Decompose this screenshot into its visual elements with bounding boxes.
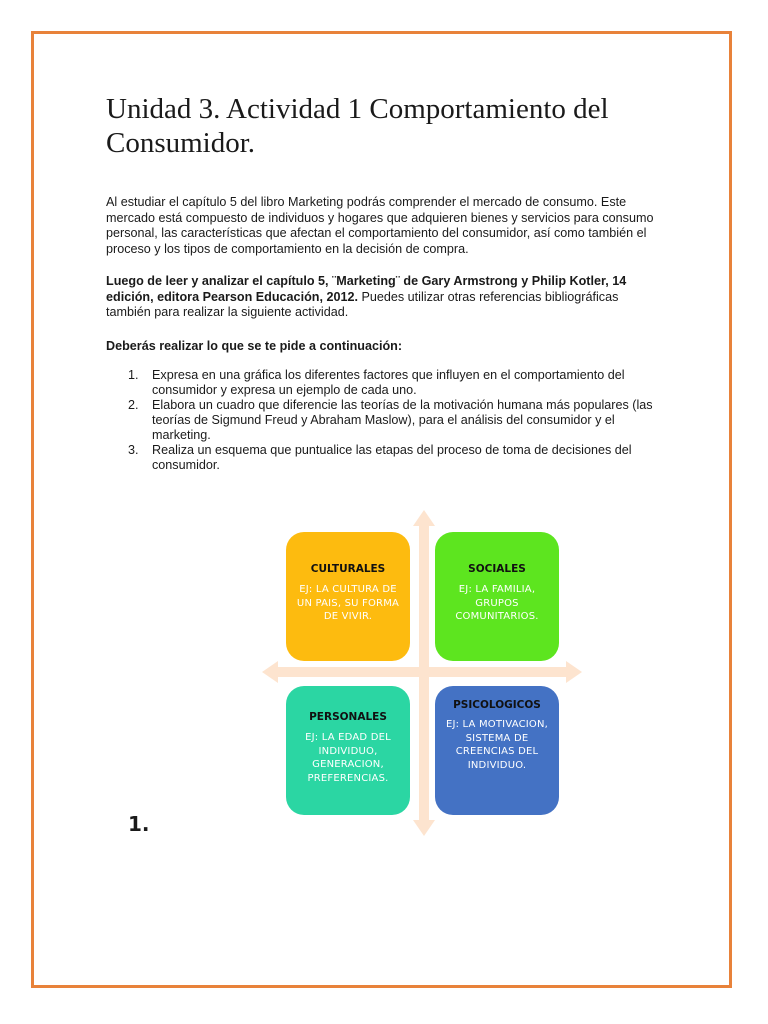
box-heading: PERSONALES — [309, 711, 387, 723]
box-text: EJ: LA CULTURA DE UN PAIS, SU FORMA DE VIVIR. — [296, 584, 400, 622]
task-heading: Deberás realizar lo que se te pide a continuación: — [106, 339, 403, 353]
list-item-number: 2. — [128, 398, 139, 412]
psicologicos-box — [435, 686, 559, 815]
instruction-paragraph — [106, 274, 666, 321]
list-item-text: Expresa en una gráfica los diferentes factores que influyen en el comportamiento del consumidor y expresa un ejemplo de cada uno. — [152, 368, 625, 397]
instruction-text: Puedes utilizar otras referencias bibliográficas también para realizar la siguiente actividad. — [106, 289, 619, 320]
box-text: EJ: LA EDAD DEL INDIVIDUO, GENERACION, PREFERENCIAS. — [305, 732, 391, 784]
page-title: Unidad 3. Actividad 1 Comportamiento del Consumidor. — [106, 93, 609, 159]
figure-number: 1. — [128, 812, 150, 836]
box-heading: SOCIALES — [468, 563, 526, 575]
factors-diagram — [262, 510, 582, 836]
personales-box — [286, 686, 410, 815]
list-item-number: 3. — [128, 443, 139, 457]
instruction-bold-text: Luego de leer y analizar el capítulo 5, ¨Marketing¨ de Gary Armstrong y Philip Kotler, 14 edición, editora Pearson Educación, 2012. — [106, 274, 627, 304]
list-item — [106, 398, 661, 443]
intro-paragraph: Al estudiar el capítulo 5 del libro Marketing podrás comprender el mercado de consumo. Este mercado está compuesto de individuos y hogares que adquieren bienes y servicios para consumo personal, las características que afectan el comportamiento del consumidor, así como también el proceso y los tipos de comportamiento en la decisión de compra. — [106, 195, 654, 256]
list-item-text: Elabora un cuadro que diferencie las teorías de la motivación humana más populares (las teorías de Sigmund Freud y Abraham Maslow), para el análisis del consumidor y el marketing. — [152, 398, 653, 442]
task-list — [106, 368, 661, 473]
box-text: EJ: LA MOTIVACION, SISTEMA DE CREENCIAS DEL INDIVIDUO. — [445, 719, 549, 771]
list-item-text: Realiza un esquema que puntualice las etapas del proceso de toma de decisiones del consumidor. — [152, 443, 632, 472]
culturales-box — [286, 532, 410, 661]
list-item — [106, 443, 661, 473]
list-item — [106, 368, 661, 398]
box-text: EJ: LA FAMILIA, GRUPOS COMUNITARIOS. — [455, 584, 539, 622]
list-item-number: 1. — [128, 368, 139, 382]
box-heading: CULTURALES — [310, 563, 386, 575]
sociales-box — [435, 532, 559, 661]
box-heading: PSICOLOGICOS — [453, 699, 541, 711]
